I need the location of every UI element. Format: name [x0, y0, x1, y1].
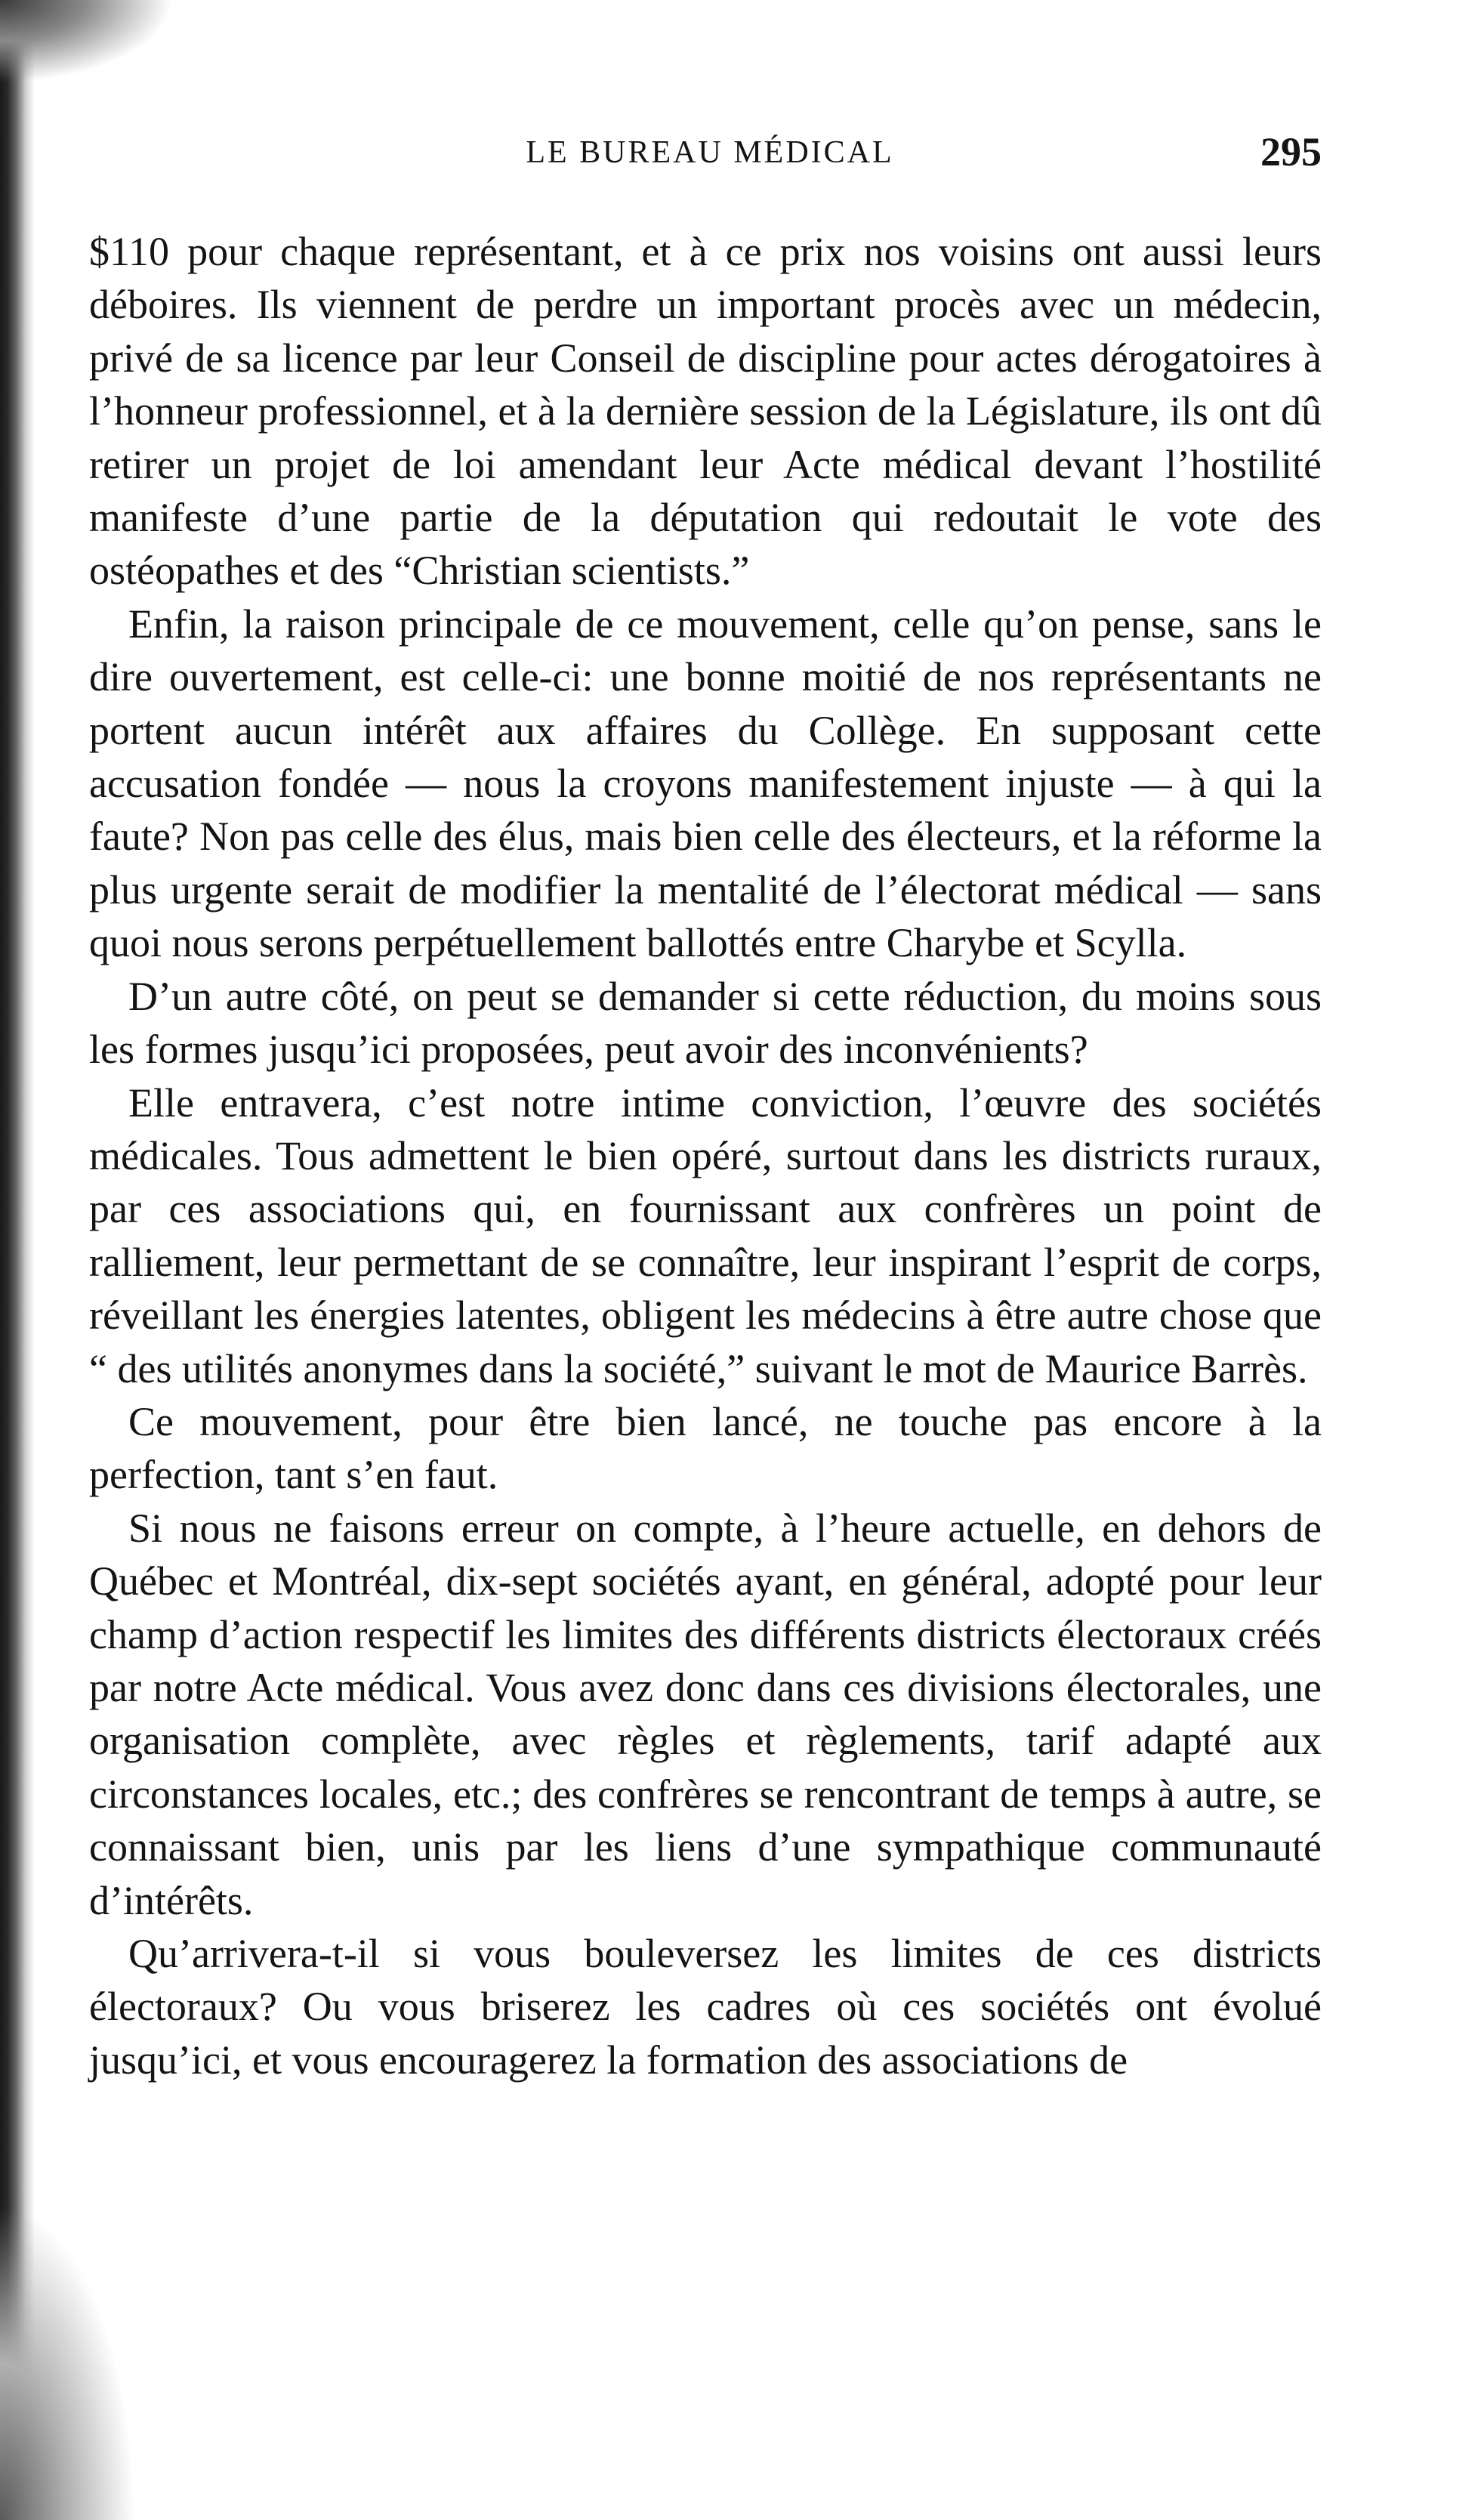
paragraph: Elle entravera, c’est notre intime conviction, l’œuvre des sociétés médicales. Tous admettent le bien opéré, surtout dans les districts ruraux, par ces associations qui, en fournissant aux confrères un point de ralliement, leur permettant de se connaître, leur inspirant l’esprit de corps, réveillant les énergies latentes, obligent les médecins à être autre chose que “ des utilités anonymes dans la société,” suivant le mot de Maurice Barrès. [89, 1079, 1322, 1391]
paragraph: Enfin, la raison principale de ce mouvement, celle qu’on pense, sans le dire ouvertement, est celle-ci: une bonne moitié de nos représentants ne portent aucun intérêt aux affaires du Collège. En supposant cette accusation fondée — nous la croyons manifestement injuste — à qui la faute? Non pas celle des élus, mais bien celle des électeurs, et la réforme la plus urgente serait de modifier la mentalité de l’électorat médical — sans quoi nous serons perpétuellement ballottés entre Charybe et Scylla. [89, 601, 1322, 966]
paragraph: $110 pour chaque représentant, et à ce prix nos voisins ont aussi leurs déboires. Ils viennent de perdre un important procès avec un médecin, privé de sa licence par leur Conseil de discipline pour actes dérogatoires à l’honneur professionnel, et à la dernière session de la Législature, ils ont dû retirer un projet de loi amendant leur Acte médical devant l’hostilité manifeste d’une partie de la députation qui redoutait le vote des ostéopathes et des “Christian scientists.” [89, 229, 1322, 594]
paragraph: Si nous ne faisons erreur on compte, à l’heure actuelle, en dehors de Québec et Montréal, dix-sept sociétés ayant, en général, adopté pour leur champ d’action respectif les limites des différents districts électoraux créés par notre Acte médical. Vous avez donc dans ces divisions électorales, une organisation complète, avec règles et règlements, tarif adapté aux circonstances locales, etc.; des confrères se rencontrant de temps à autre, se connaissant bien, unis par les liens d’une sympathique communauté d’intérêts. [89, 1505, 1322, 1923]
paragraph: Ce mouvement, pour être bien lancé, ne touche pas encore à la perfection, tant s’en faut. [89, 1398, 1322, 1498]
paragraph: D’un autre côté, on peut se demander si cette réduction, du moins sous les formes jusqu’ici proposées, peut avoir des inconvénients? [89, 973, 1322, 1073]
scan-bottom-smudge [0, 2203, 136, 2520]
scan-binding-edge [0, 0, 35, 2520]
page-number: 295 [1260, 129, 1322, 174]
running-title: LE BUREAU MÉDICAL [526, 135, 894, 170]
page-body [89, 225, 1322, 2086]
paragraph: Qu’arrivera-t-il si vous bouleversez les limites de ces districts électoraux? Ou vous briserez les cadres où ces sociétés ont évolué jusqu’ici, et vous encouragerez la formation des associations de [89, 1931, 1322, 2083]
page-header [98, 129, 1322, 187]
scan-corner-smudge [0, 0, 174, 83]
